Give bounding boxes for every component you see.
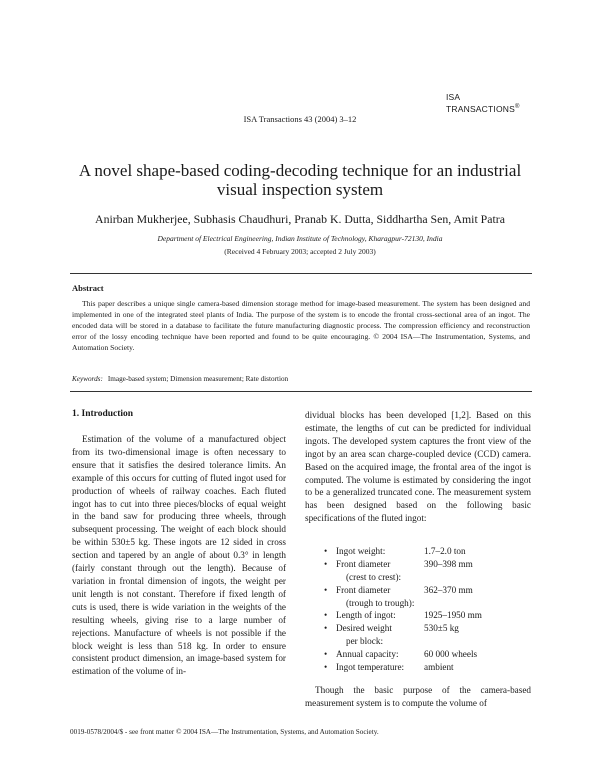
keywords — [72, 375, 288, 383]
affiliation: Department of Electrical Engineering, Indian Institute of Technology, Kharagpur-72130, India — [157, 234, 443, 243]
spec-list — [310, 545, 536, 674]
list-item-sub: (crest to crest): — [346, 571, 402, 582]
received-dates: (Received 4 February 2003; accepted 2 July 2003) — [224, 247, 376, 256]
footer-copyright: 0019-0578/2004/$ - see front matter © 2004 ISA—The Instrumentation, Systems, and Automation Society. — [70, 728, 379, 736]
logo-line-transactions: TRANSACTIONS — [446, 103, 515, 114]
registered-mark: ® — [515, 104, 520, 110]
authors: Anirban Mukherjee, Subhasis Chaudhuri, Pranab K. Dutta, Siddhartha Sen, Amit Patra — [95, 212, 505, 226]
right-column-text: dividual blocks has been developed [1,2]. Based on this estimate, the lengths of cut can be predicted for individual ingots. The developed system captures the front view of the ingot by an area scan charge-coupled device (CCD) camera. Based on the acquired image, the frontal area of the ingot is computed. The volume is estimated by considering the ingot to be a generalized truncated cone. The measurement system has been designed based on the following basic specifications of the fluted ingot: — [305, 410, 531, 524]
list-item-sub: per block: — [346, 636, 383, 647]
abstract-divider — [70, 391, 532, 392]
right-column-continuation: Though the basic purpose of the camera-based measurement system is to compute the volume of — [305, 685, 531, 708]
list-item-sub: (trough to trough): — [346, 597, 415, 608]
left-column-text: Estimation of the volume of a manufactured object from its two-dimensional image is often necessary to ensure that it satisfies the desired tolerance limits. An example of this occurs for cutting of fluted ingot used for production of wheels of railway coaches. Each fluted ingot has to cut into three pieces/blocks of equal weight in the band saw for producing three wheels, through subsequent processing. The weight of each block should be within 530±5 kg. These ingots are 12 sided in cross section and tapered by an angle of about 0.3° in length (fairly constant through out the length). Because of variation in frontal dimension of ingots, the weight per unit length is not constant. Therefore if fixed length of cuts is used, there is wide variation in the weights of the resulting wheels, giving rise to a large number of rejections. Manufacture of wheels is not possible if the block weight is less than 518 kg. In order to ensure consistent product dimension, an image-based system for estimation of the volume of in- — [72, 434, 286, 677]
keywords-label: Keywords: — [72, 375, 103, 383]
list-item: • Ingot temperature: ambient — [324, 662, 454, 673]
paper-title — [60, 161, 540, 199]
title-line-1: A novel shape-based coding-decoding technique for an industrial — [78, 161, 522, 180]
section-heading: 1. Introduction — [72, 409, 134, 419]
list-item: • Desired weight 530±5 kg — [324, 623, 459, 634]
journal-reference: ISA Transactions 43 (2004) 3–12 — [243, 114, 357, 124]
top-divider — [70, 273, 532, 274]
list-item: • Front diameter 390–398 mm — [324, 558, 473, 569]
list-item: • Length of ingot: 1925–1950 mm — [324, 610, 482, 621]
journal-logo — [446, 92, 520, 114]
list-item: • Ingot weight: 1.7–2.0 ton — [324, 546, 466, 556]
logo-line-isa: ISA — [446, 92, 461, 102]
title-line-2: visual inspection system — [216, 180, 384, 199]
abstract-heading: Abstract — [72, 283, 104, 293]
list-item: • Annual capacity: 60 000 wheels — [324, 649, 478, 660]
keywords-text: Image-based system; Dimension measurement; Rate distortion — [107, 375, 289, 383]
list-item: • Front diameter 362–370 mm — [324, 584, 473, 595]
abstract-text: This paper describes a unique single camera-based dimension storage method for image-based measurement. The system has been designed and implemented in one of the integrated steel plants of India. The purpose of the system is to encode the frontal cross-sectional area of an ingot. The encoded data will be stored in a database to facilitate the future manufacturing diagnostic process. The compression efficiency and reconstruction error of the lossy encoding technique have been reported and found to be quite encouraging. © 2004 ISA—The Instrumentation, Systems, and Automation Society. — [72, 299, 530, 353]
